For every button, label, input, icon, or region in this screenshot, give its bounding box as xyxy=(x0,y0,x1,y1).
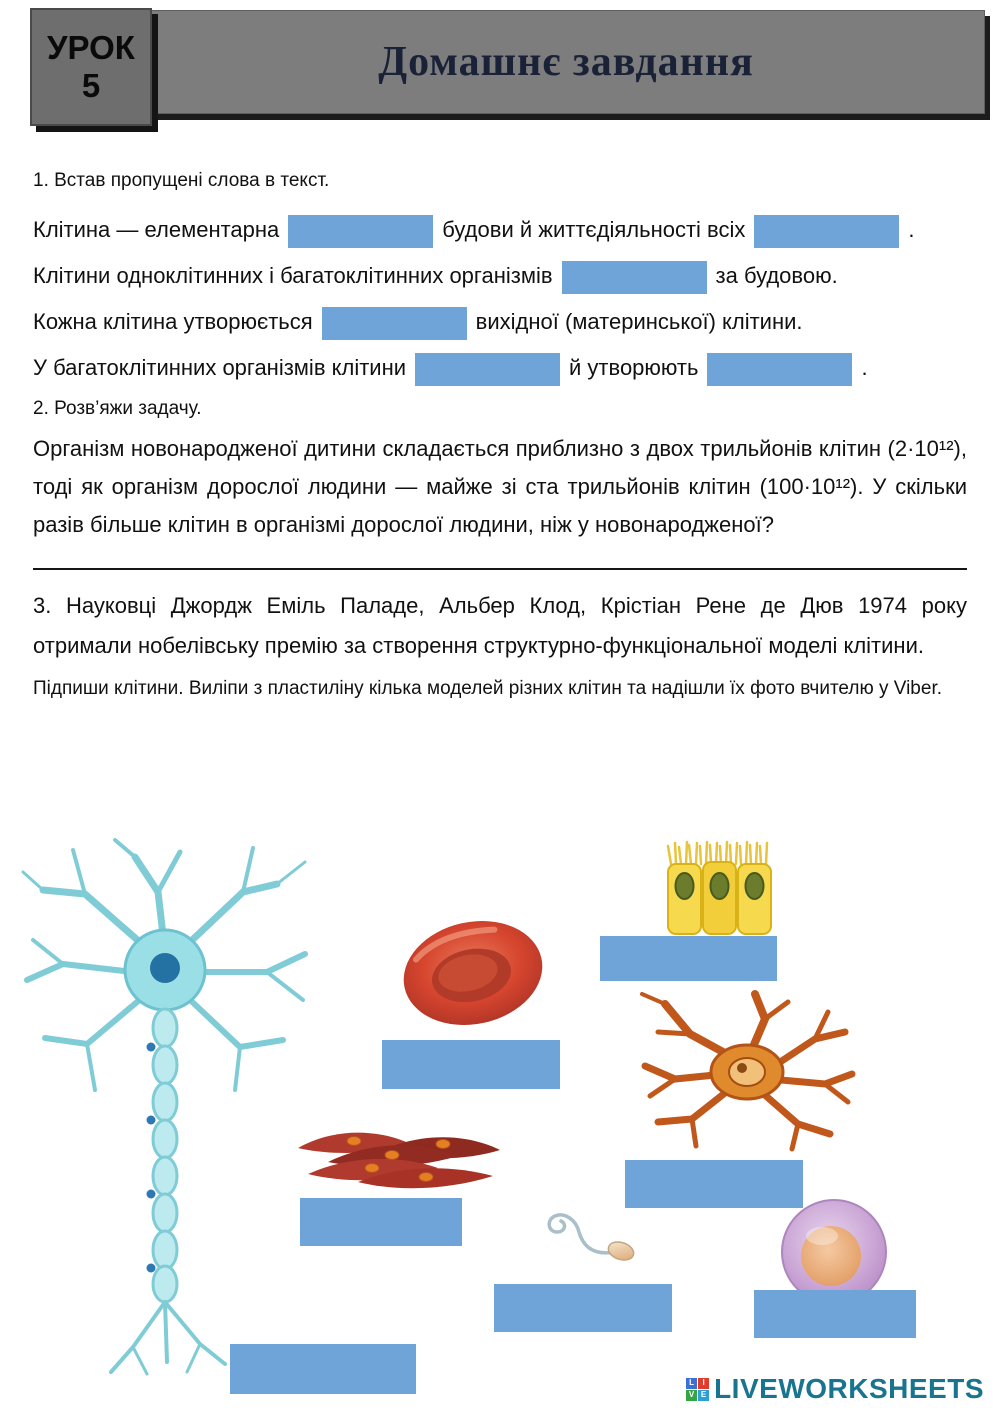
fill-line-2 xyxy=(33,254,967,298)
task2-heading: 2. Розв’яжи задачу. xyxy=(33,398,202,419)
task1-heading: 1. Встав пропущені слова в текст. xyxy=(33,170,330,191)
task3-instruction: Підпиши клітини. Виліпи з пластиліну кілька моделей різних клітин та надішли їх фото вчителю у Viber. xyxy=(33,678,943,699)
blank-input-4[interactable] xyxy=(322,307,467,340)
fill-text-segment: будови й життєдіяльності всіх xyxy=(442,217,746,242)
blank-input-5[interactable] xyxy=(415,353,560,386)
fill-line-3 xyxy=(33,300,967,344)
lesson-label: УРОК xyxy=(47,29,135,67)
label-input-epithelial-cells[interactable] xyxy=(600,936,777,981)
cell-figures-section xyxy=(0,832,1000,1404)
fill-text-segment: Клітина — елементарна xyxy=(33,217,280,242)
liveworksheets-logo-icon xyxy=(686,1378,709,1401)
logo-square-l: L xyxy=(686,1378,697,1389)
label-input-red-blood-cell[interactable] xyxy=(382,1040,560,1089)
label-input-dendritic-cell[interactable] xyxy=(625,1160,803,1208)
lesson-number-box xyxy=(30,8,152,126)
fill-text-segment: Клітини одноклітинних і багатоклітинних організмів xyxy=(33,263,553,288)
liveworksheets-logo[interactable] xyxy=(686,1373,984,1405)
liveworksheets-wordmark: LIVEWORKSHEETS xyxy=(714,1373,984,1404)
dendritic-cell-illustration xyxy=(630,984,860,1156)
blank-input-2[interactable] xyxy=(754,215,899,248)
fill-line-1 xyxy=(33,208,967,252)
title-banner xyxy=(147,10,985,114)
lesson-number: 5 xyxy=(81,67,101,104)
fill-text-segment: У багатоклітинних організмів клітини xyxy=(33,355,407,380)
fill-text-segment: . xyxy=(908,217,915,242)
muscle-cells-illustration xyxy=(288,1110,503,1202)
fill-line-4 xyxy=(33,346,967,390)
answer-writing-line[interactable] xyxy=(33,544,967,570)
label-input-sperm-cell[interactable] xyxy=(494,1284,672,1332)
label-input-neuron[interactable] xyxy=(230,1344,416,1394)
fill-text-segment: . xyxy=(861,355,868,380)
label-input-egg-cell[interactable] xyxy=(754,1290,916,1338)
blank-input-1[interactable] xyxy=(288,215,433,248)
neuron-illustration xyxy=(15,832,315,1377)
fill-text-segment: за будовою. xyxy=(715,263,838,288)
label-input-muscle-cells[interactable] xyxy=(300,1198,462,1246)
fill-text-segment: вихідної (материнської) клітини. xyxy=(475,309,803,334)
worksheet-content xyxy=(33,170,967,706)
epithelial-cells-illustration xyxy=(660,836,780,938)
task3-text: 3. Науковці Джордж Еміль Паладе, Альбер Клод, Крістіан Рене де Дюв 1974 року отримали нобелівську премію за створення структурно-функціональної моделі клітини. xyxy=(33,593,967,658)
logo-square-i: I xyxy=(698,1378,709,1389)
page-title: Домашнє завдання xyxy=(378,39,754,85)
logo-square-v: V xyxy=(686,1390,697,1401)
fill-text-segment: й утворюють xyxy=(569,355,699,380)
task2-problem-text: Організм новонародженої дитини складається приблизно з двох трильйонів клітин (2·10¹²), тоді як організм дорослої людини — майже зі ста трильйонів клітин (100·10¹²). У скільки разів більше клітин в організмі дорослої людини, ніж у новонародженої? xyxy=(33,436,967,537)
fill-text-segment: Кожна клітина утворюється xyxy=(33,309,313,334)
red-blood-cell-illustration xyxy=(398,914,548,1032)
blank-input-6[interactable] xyxy=(707,353,852,386)
logo-square-e: E xyxy=(698,1390,709,1401)
blank-input-3[interactable] xyxy=(562,261,707,294)
